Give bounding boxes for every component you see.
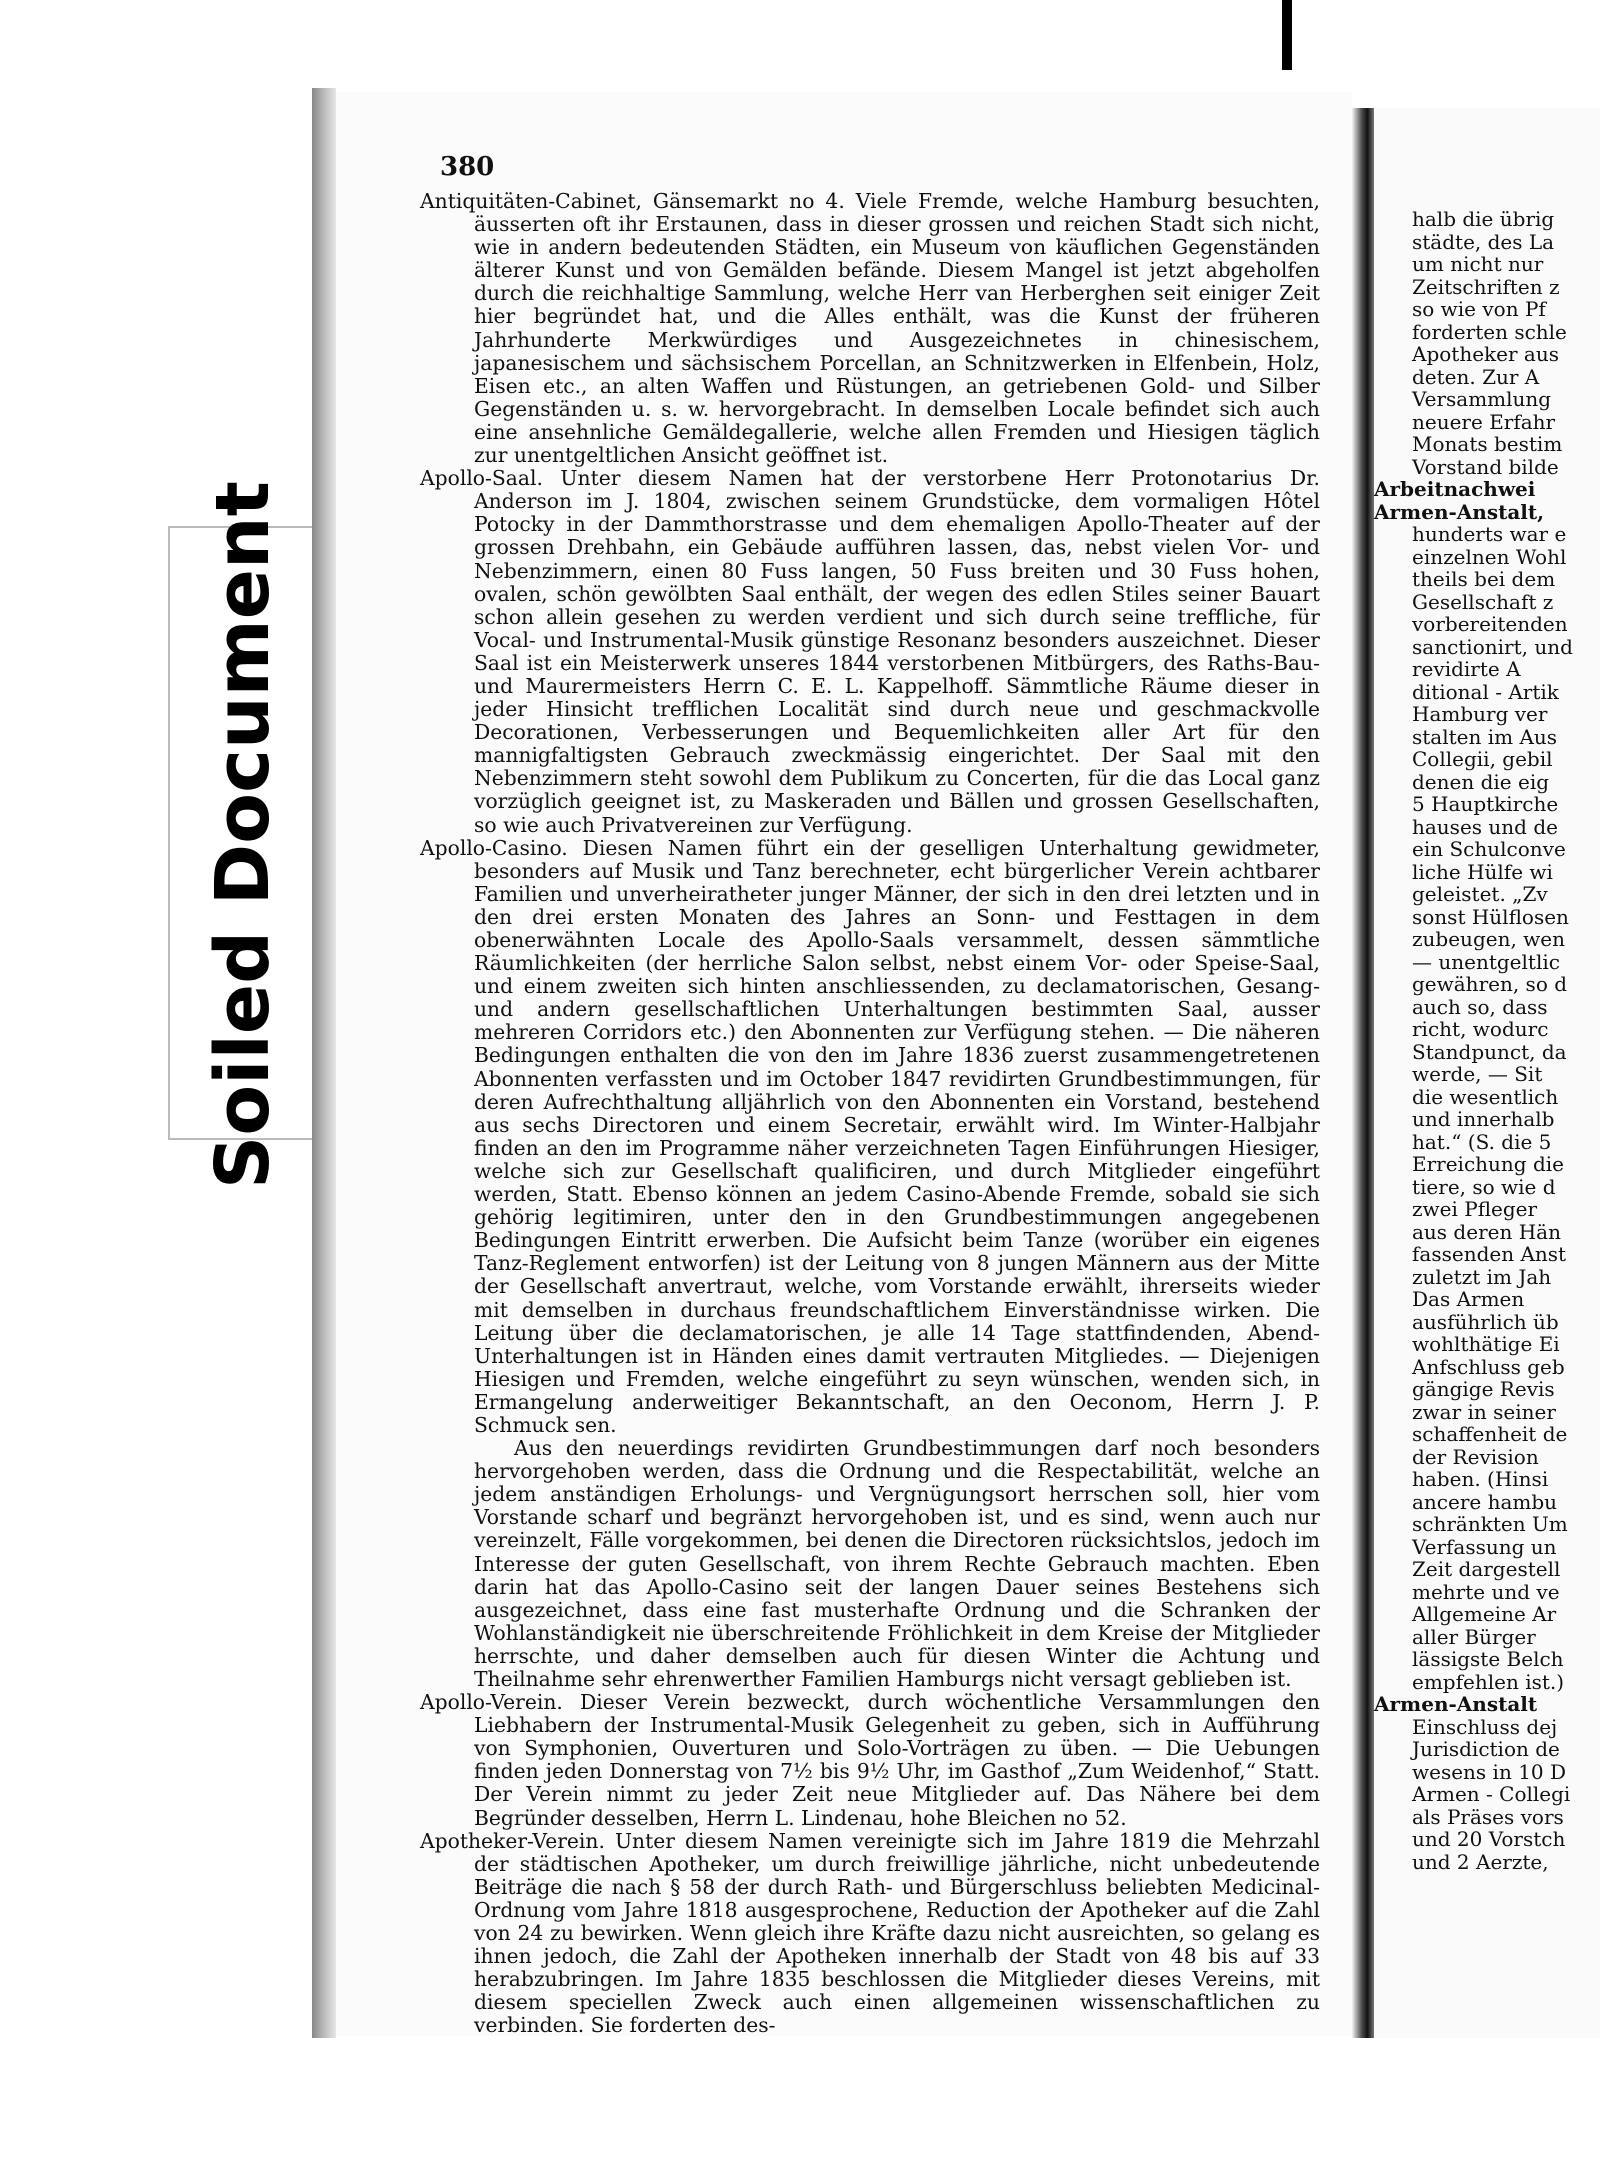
page-edge-shadow [312, 88, 336, 2038]
right-page-line: hunderts war e [1412, 522, 1567, 546]
right-page-line: einzelnen Wohl [1412, 544, 1567, 569]
right-page-line: geleistet. „Zv [1412, 882, 1548, 906]
right-page-line: Einschluss dej [1412, 1714, 1558, 1739]
right-page-line: theils bei dem [1412, 567, 1556, 591]
right-page-line: deten. Zur A [1412, 364, 1540, 389]
right-page-line: Collegii, gebil [1412, 747, 1553, 771]
right-page-line: ausführlich üb [1412, 1309, 1559, 1334]
right-page-line: Das Armen [1412, 1287, 1525, 1311]
right-page-line: Armen-Anstalt [1374, 1692, 1538, 1716]
right-page-line: Gesellschaft z [1412, 589, 1554, 614]
entry-text: Apollo-Casino. Diesen Namen führt ein der geselligen Unterhaltung gewidmeter, besonders auf Musik und Tanz berechneter, echt bürgerlicher Verein achtbarer Familien und unverheiratheter junger Männer, der sich in den drei letzten und in den drei ersten Monaten des Jahres an Sonn- und Festtagen in dem obenerwähnten Locale des Apollo-Saals versammelt, dessen sämmtliche Räumlichkeiten (der herrliche Salon selbst, nebst einem Vor- oder Speise-Saal, und einem zweiten sich hinten anschliessenden, zu declamatorischen, Gesang- und andern gesellschaftlichen Unterhaltungen bestimmten Saal, ausser mehreren Corridors etc.) den Abonnenten zur Verfügung stehen. — Die näheren Bedingungen enthalten die von den im Jahre 1836 zuerst zusammengetretenen Abonnenten verfassten und im October 1847 revidirten Grundbestimmungen, für deren Aufrechthaltung alljährlich von den Abonnenten ein Vorstand, bestehend aus sechs Directoren und einem Secretair, erwählt wird. Im Winter-Halbjahr finden an den im Programme näher verzeichneten Tagen Einführungen Hiesiger, welche sich zur Gesellschaft qualificiren, und durch Mitglieder eingeführt werden, Statt. Ebenso können an jedem Casino-Abende Fremde, sobald sie sich gehörig legitimiren, unter den in den Grundbestimmungen angegebenen Bedingungen Eintritt erwerben. Die Aufsicht beim Tanze (worüber ein eigenes Tanz-Reglement entworfen) ist der Leitung von 8 jungen Männern aus der Mitte der Gesellschaft anvertraut, welche, vom Vorstande erwählt, ihrerseits wieder mit demselben in durchaus freundschaftlichem Einverständnisse wirken. Die Leitung über die declamatorischen, je alle 14 Tage stattfindenden, Abend-Unterhaltungen ist in Händen eines damit vertrauten Mitgliedes. — Diejenigen Hiesigen und Fremden, welche eingeführt zu seyn wünschen, wenden sich, in Ermangelung anderweitiger Bekanntschaft, an den Oeconom, Herrn J. P. Schmuck sen. [420, 835, 1320, 1437]
right-page-line: zuletzt im Jah [1412, 1264, 1552, 1289]
right-page-line: tiere, so wie d [1412, 1174, 1556, 1199]
right-page-line: ditional - Artik [1412, 679, 1559, 704]
right-page-line: liche Hülfe wi [1412, 859, 1553, 884]
page-number: 380 [440, 152, 495, 182]
right-page-line: und 2 Aerzte, [1412, 1849, 1549, 1874]
right-page-line: 5 Hauptkirche [1412, 792, 1559, 816]
book-gutter [1352, 108, 1374, 2038]
entry-antiquitaeten-cabinet [420, 190, 1320, 467]
right-page-line: schaffenheit de [1412, 1422, 1568, 1446]
right-page-line: Arbeitnachwei [1374, 477, 1536, 501]
right-page-line: halb die übrig [1412, 207, 1555, 231]
right-page-line: und innerhalb [1412, 1107, 1555, 1131]
right-page-line: sonst Hülflosen [1412, 904, 1569, 929]
right-page-line: auch so, dass [1412, 994, 1548, 1019]
right-page-line: schränkten Um [1412, 1512, 1568, 1536]
right-page-line: fassenden Anst [1412, 1242, 1567, 1266]
right-page-line: empfehlen ist.) [1412, 1669, 1565, 1694]
right-page-line: gewähren, so d [1412, 972, 1568, 996]
right-page-line: Verfassung un [1412, 1534, 1557, 1559]
right-page-line: zubeugen, wen [1412, 927, 1566, 951]
right-page-line: Vorstand bilde [1412, 454, 1559, 479]
right-page-top-edge [1282, 0, 1292, 70]
right-page-line: stalten im Aus [1412, 724, 1558, 749]
right-page-line: — unentgeltlic [1412, 949, 1560, 974]
right-page-line: richt, wodurc [1412, 1017, 1549, 1041]
stamp-label: Soiled Document [200, 481, 286, 1189]
right-page-line: sanctionirt, und [1412, 634, 1573, 659]
page-body [420, 190, 1320, 2038]
right-page-line: Zeit dargestell [1412, 1557, 1561, 1581]
entry-continuation: Aus den neuerdings revidirten Grundbestimmungen darf noch besonders hervorgehoben werden, dass die Ordnung und die Respectabilität, welche an jedem anständigen Erholungs- und Vergnügungsort herrschen soll, hier vom Vorstande scharf und begränzt hervorgehoben ist, und es sind, wenn auch nur vereinzelt, Fälle vorgekommen, bei denen die Directoren rücksichtslos, jedoch im Interesse der guten Gesellschaft, von ihrem Rechte Gebrauch machten. Eben darin hat das Apollo-Casino seit der langen Dauer seines Bestehens sich ausgezeichnet, dass eine fast musterhafte Ordnung und die Schranken der Wohlanständigkeit nie überschreitende Fröhlichkeit in dem Kreise der Mitglieder herrschte, und daher demselben auch für diesen Winter die Achtung und Theilnahme sehr ehrenwerther Familien Hamburgs nicht versagt geblieben ist. [474, 1436, 1320, 1691]
right-page-line: wohlthätige Ei [1412, 1332, 1560, 1356]
right-page-line: hauses und de [1412, 814, 1558, 839]
soiled-document-stamp [168, 481, 314, 1189]
entry-text: Antiquitäten-Cabinet, Gänsemarkt no 4. Viele Fremde, welche Hamburg besuchten, äusserten oft ihr Erstaunen, dass in dieser grossen und reichen Stadt sich nicht, wie in andern bedeutenden Städten, ein Museum von käuflichen Gegenständen älterer Kunst und von Gemälden befände. Diesem Mangel ist jetzt abgeholfen durch die reichhaltige Sammlung, welche Herr van Herberghen seit einiger Zeit hier begründet hat, und die Alles enthält, was die Kunst der früheren Jahrhunderte Merkwürdiges und Ausgezeichnetes in chinesischem, japanesischem und sächsischem Porcellan, an Schnitzwerken in Elfenbein, Holz, Eisen etc., an alten Waffen und Rüstungen, an getriebenen Gold- und Silber Gegenständen u. s. w. hervorgebracht. In demselben Locale befindet sich auch eine ansehnliche Gemäldegallerie, welche allen Fremden und Hiesigen täglich zur unentgeltlichen Ansicht geöffnet ist. [420, 189, 1320, 468]
right-page-line: aus deren Hän [1412, 1219, 1561, 1244]
right-page-line: als Präses vors [1412, 1804, 1564, 1829]
right-page-line: Armen-Anstalt, [1374, 499, 1545, 524]
right-page-line: um nicht nur [1412, 252, 1544, 276]
right-page-line: haben. (Hinsi [1412, 1467, 1549, 1491]
right-page-line: die wesentlich [1412, 1084, 1559, 1109]
entry-apotheker-verein [420, 1830, 1320, 2038]
right-page-line: Apotheker aus [1412, 342, 1559, 366]
right-page-line: der Revision [1412, 1444, 1539, 1469]
right-page-line: mehrte und ve [1412, 1579, 1560, 1604]
entry-apollo-verein [420, 1691, 1320, 1830]
right-page-line: Jurisdiction de [1412, 1737, 1560, 1761]
right-page-line: forderten schle [1412, 319, 1567, 344]
right-page-line: Standpunct, da [1412, 1039, 1567, 1064]
right-page-line: Armen - Collegi [1412, 1782, 1571, 1806]
right-page-line: revidirte A [1412, 657, 1521, 681]
right-page-line: Anfschluss geb [1412, 1354, 1565, 1379]
right-page-line: Zeitschriften z [1412, 274, 1560, 299]
right-page-line: so wie von Pf [1412, 297, 1546, 321]
right-page-line: städte, des La [1412, 229, 1555, 254]
right-page-line: lässigste Belch [1412, 1647, 1564, 1671]
right-page-line: denen die eig [1412, 769, 1550, 794]
right-page-line: wesens in 10 D [1412, 1759, 1567, 1784]
right-page-line: ein Schulconve [1412, 837, 1566, 861]
right-page-line: Erreichung die [1412, 1152, 1564, 1176]
right-page-line: aller Bürger [1412, 1624, 1536, 1649]
right-page-line: zwei Pfleger [1412, 1197, 1538, 1221]
entry-text: Apollo-Verein. Dieser Verein bezweckt, durch wöchentliche Versammlungen den Liebhabern der Instrumental-Musik Gelegenheit zu geben, sich in Aufführung von Symphonien, Ouverturen und Solo-Vorträgen zu üben. — Die Uebungen finden jeden Donnerstag von 7½ bis 9½ Uhr, im Gasthof „Zum Weidenhof,“ Statt. Der Verein nimmt zu jeder Zeit neue Mitglieder auf. Das Nähere bei dem Begründer desselben, Herrn L. Lindenau, hohe Bleichen no 52. [420, 1690, 1320, 1830]
right-page-line: vorbereitenden [1412, 612, 1568, 636]
right-page-line: Monats bestim [1412, 432, 1563, 456]
right-page-line: zwar in seiner [1412, 1399, 1556, 1424]
entry-apollo-saal [420, 467, 1320, 837]
right-page-line: hat.“ (S. die 5 [1412, 1129, 1552, 1154]
right-page-text [1374, 207, 1612, 1874]
right-page-line: werde, — Sit [1412, 1062, 1543, 1086]
right-page-line: ancere hambu [1412, 1489, 1558, 1514]
entry-text: Apollo-Saal. Unter diesem Namen hat der verstorbene Herr Protonotarius Dr. Anderson im J. 1804, zwischen seinem Grundstücke, dem vormaligen Hôtel Potocky in der Dammthorstrasse und dem ehemaligen Apollo-Theater auf der grossen Drehbahn, ein Gebäude aufführen lassen, das, nebst vielen Vor- und Nebenzimmern, einen 80 Fuss langen, 50 Fuss breiten und 30 Fuss hohen, ovalen, schön gewölbten Saal enthält, der wegen des edlen Stiles seiner Bauart schon allein gesehen zu werden verdient und sich durch seine treffliche, für Vocal- und Instrumental-Musik günstige Resonanz besonders auszeichnet. Dieser Saal ist ein Meisterwerk unseres 1844 verstorbenen Mitbürgers, des Raths-Bau- und Maurermeisters Herrn C. E. L. Kappelhoff. Sämmtliche Räume dieser in jeder Hinsicht trefflichen Localität sind durch neue und geschmackvolle Decorationen, Verbesserungen und Bequemlichkeiten aller Art für den mannigfaltigsten Gebrauch zweckmässig eingerichtet. Der Saal mit den Nebenzimmern steht sowohl dem Publikum zu Concerten, für die das Local ganz vorzüglich geeignet ist, zu Maskeraden und Bällen und grossen Gesellschaften, so wie auch Privatvereinen zur Verfügung. [420, 466, 1320, 837]
right-page-line: neuere Erfahr [1412, 409, 1556, 434]
right-page-line: und 20 Vorstch [1412, 1827, 1566, 1851]
right-page-line: Allgemeine Ar [1412, 1602, 1557, 1626]
right-page-line: Versammlung [1412, 387, 1552, 411]
entry-apollo-casino [420, 837, 1320, 1691]
right-page-line: Hamburg ver [1412, 702, 1548, 726]
right-page-line: gängige Revis [1412, 1377, 1555, 1401]
entry-text: Apotheker-Verein. Unter diesem Namen vereinigte sich im Jahre 1819 die Mehrzahl der städtischen Apotheker, um durch freiwillige jährliche, nicht unbedeutende Beiträge die nach § 58 der durch Rath- und Bürgerschluss beliebten Medicinal-Ordnung vom Jahre 1818 ausgesprochene, Reduction der Apotheker auf die Zahl von 24 zu bewirken. Wenn gleich ihre Kräfte dazu nicht ausreichten, so gelang es ihnen jedoch, die Zahl der Apotheken innerhalb der Stadt von 48 bis auf 33 herabzubringen. Im Jahre 1835 beschlossen die Mitglieder dieses Vereins, mit diesem speciellen Zweck auch einen allgemeinen wissenschaftlichen zu verbinden. Sie forderten des- [420, 1828, 1320, 2038]
